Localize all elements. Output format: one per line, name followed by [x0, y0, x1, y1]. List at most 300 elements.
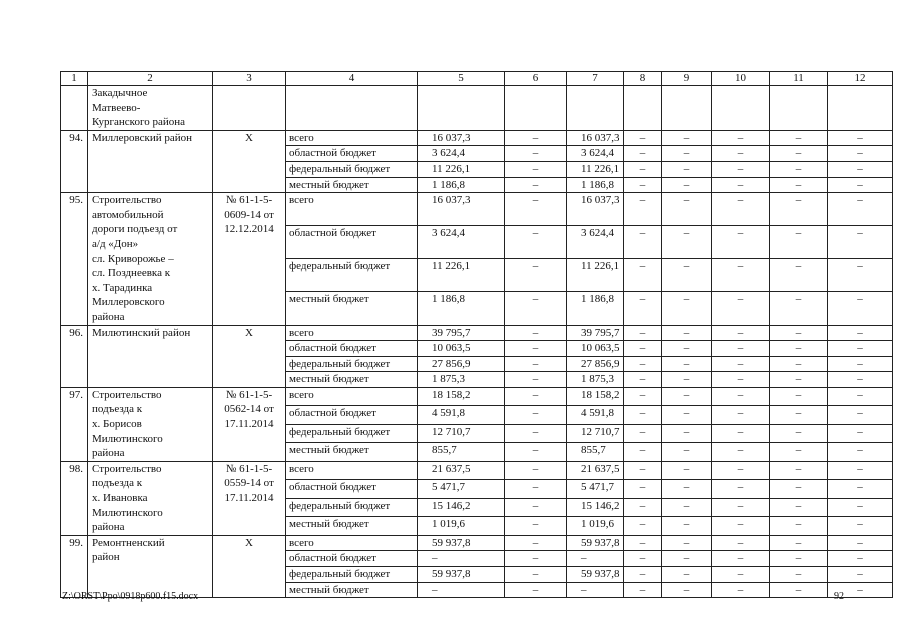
object-name-cell — [88, 86, 213, 131]
value-cell-col-8: – — [624, 535, 662, 551]
budget-label: федеральный бюджет — [286, 424, 418, 442]
value-cell — [624, 86, 662, 131]
value-cell — [418, 86, 505, 131]
value-cell-col-6: – — [505, 406, 567, 424]
value-cell-col-8: – — [624, 582, 662, 598]
value-cell-col-7: – — [567, 582, 624, 598]
value-cell-col-9: – — [662, 582, 712, 598]
budget-label: областной бюджет — [286, 406, 418, 424]
value-cell — [662, 86, 712, 131]
value-cell-col-11: – — [770, 325, 828, 341]
value-cell-col-8: – — [624, 443, 662, 462]
page-number: 92 — [834, 591, 844, 602]
value-cell-col-8: – — [624, 424, 662, 442]
value-cell-col-8: – — [624, 161, 662, 177]
value-cell-col-9: – — [662, 325, 712, 341]
value-cell-col-9: – — [662, 161, 712, 177]
budget-label: областной бюджет — [286, 341, 418, 357]
value-cell-col-10: – — [712, 161, 770, 177]
document-line: № 61-1-5- — [225, 194, 273, 207]
value-cell-col-12: – — [828, 356, 893, 372]
value-cell-col-11: – — [770, 551, 828, 567]
column-header: 7 — [567, 72, 624, 86]
row-number: 95. — [61, 193, 88, 325]
value-cell-col-8: – — [624, 461, 662, 479]
budget-label: местный бюджет — [286, 517, 418, 536]
value-cell-col-12: – — [828, 535, 893, 551]
value-cell-col-6: – — [505, 517, 567, 536]
column-header: 3 — [213, 72, 286, 86]
object-name-line: Матвеево- — [92, 101, 141, 114]
value-cell-col-6: – — [505, 325, 567, 341]
value-cell-col-10: – — [712, 146, 770, 162]
value-cell-col-7: 21 637,5 — [567, 461, 624, 479]
value-cell-col-8: – — [624, 177, 662, 193]
value-cell-col-10: – — [712, 443, 770, 462]
budget-label: местный бюджет — [286, 582, 418, 598]
column-header: 1 — [61, 72, 88, 86]
value-cell-col-9: – — [662, 443, 712, 462]
value-cell-col-8: – — [624, 480, 662, 498]
column-header: 5 — [418, 72, 505, 86]
value-cell-col-12: – — [828, 551, 893, 567]
value-cell-col-9: – — [662, 498, 712, 516]
value-cell-col-6: – — [505, 424, 567, 442]
value-cell-col-7: 3 624,4 — [567, 226, 624, 259]
value-cell-col-10: – — [712, 480, 770, 498]
value-cell-col-11: – — [770, 372, 828, 388]
object-name-line: Ремонтненский — [92, 536, 165, 549]
object-name-cell — [88, 130, 213, 192]
value-cell-col-9: – — [662, 424, 712, 442]
value-cell-col-8: – — [624, 498, 662, 516]
document-cell — [213, 193, 286, 325]
value-cell-col-5: 11 226,1 — [418, 161, 505, 177]
value-cell-col-6: – — [505, 356, 567, 372]
table-row — [61, 193, 893, 226]
value-cell-col-11: – — [770, 406, 828, 424]
object-name-line: Милютинского — [92, 506, 163, 519]
value-cell-col-7: 39 795,7 — [567, 325, 624, 341]
object-name-line: Милютинский район — [92, 326, 191, 339]
row-number-cell — [61, 86, 88, 131]
value-cell-col-12: – — [828, 517, 893, 536]
value-cell-col-9: – — [662, 193, 712, 226]
object-name-line: х. Борисов — [92, 418, 142, 431]
continued-row — [61, 86, 893, 131]
budget-label-cell — [286, 86, 418, 131]
object-name-line: дороги подъезд от — [92, 223, 178, 236]
table-row — [61, 387, 893, 405]
row-number: 98. — [61, 461, 88, 535]
value-cell-col-8: – — [624, 325, 662, 341]
value-cell-col-6: – — [505, 567, 567, 583]
value-cell-col-10: – — [712, 292, 770, 325]
value-cell-col-5: 59 937,8 — [418, 535, 505, 551]
value-cell-col-12: – — [828, 161, 893, 177]
value-cell-col-7: 12 710,7 — [567, 424, 624, 442]
value-cell-col-11: – — [770, 259, 828, 292]
value-cell-col-11: – — [770, 193, 828, 226]
document-line: 0559-14 от — [224, 477, 274, 490]
object-name-line: Милютинского — [92, 432, 163, 445]
value-cell-col-6: – — [505, 193, 567, 226]
row-number: 97. — [61, 387, 88, 461]
value-cell-col-9: – — [662, 226, 712, 259]
value-cell-col-9: – — [662, 406, 712, 424]
object-name-cell — [88, 461, 213, 535]
value-cell-col-8: – — [624, 551, 662, 567]
value-cell-col-9: – — [662, 177, 712, 193]
value-cell-col-5: 11 226,1 — [418, 259, 505, 292]
budget-label: областной бюджет — [286, 226, 418, 259]
value-cell-col-7: 1 875,3 — [567, 372, 624, 388]
value-cell-col-11: – — [770, 387, 828, 405]
value-cell-col-9: – — [662, 341, 712, 357]
budget-label: федеральный бюджет — [286, 259, 418, 292]
value-cell-col-12: – — [828, 226, 893, 259]
header-row — [61, 72, 893, 86]
value-cell-col-11: – — [770, 226, 828, 259]
value-cell-col-7: 3 624,4 — [567, 146, 624, 162]
column-header: 6 — [505, 72, 567, 86]
value-cell-col-10: – — [712, 372, 770, 388]
budget-label: всего — [286, 535, 418, 551]
value-cell-col-7: 1 186,8 — [567, 177, 624, 193]
table-body — [61, 86, 893, 598]
value-cell-col-9: – — [662, 551, 712, 567]
value-cell-col-5: 1 186,8 — [418, 292, 505, 325]
table-row — [61, 325, 893, 341]
value-cell-col-12: – — [828, 372, 893, 388]
value-cell-col-10: – — [712, 193, 770, 226]
value-cell-col-12: – — [828, 177, 893, 193]
value-cell-col-6: – — [505, 177, 567, 193]
object-name-line: Курганского района — [92, 116, 185, 129]
document-line: 17.11.2014 — [224, 418, 274, 431]
object-name-line: Миллеровский район — [92, 131, 193, 144]
value-cell-col-10: – — [712, 424, 770, 442]
document-line: № 61-1-5- — [225, 462, 273, 475]
object-name-line: подъезда к — [92, 403, 143, 416]
value-cell-col-12: – — [828, 582, 893, 598]
value-cell-col-5: 18 158,2 — [418, 387, 505, 405]
object-name-line: района — [92, 310, 125, 323]
value-cell-col-9: – — [662, 480, 712, 498]
value-cell-col-6: – — [505, 372, 567, 388]
value-cell-col-9: – — [662, 130, 712, 146]
value-cell-col-8: – — [624, 292, 662, 325]
value-cell — [505, 86, 567, 131]
value-cell-col-10: – — [712, 517, 770, 536]
value-cell-col-9: – — [662, 567, 712, 583]
document-cell — [213, 325, 286, 387]
budget-label: областной бюджет — [286, 146, 418, 162]
value-cell-col-10: – — [712, 567, 770, 583]
value-cell — [712, 86, 770, 131]
value-cell-col-9: – — [662, 387, 712, 405]
object-name-line: Строительство — [92, 388, 162, 401]
column-header: 10 — [712, 72, 770, 86]
document-cell — [213, 387, 286, 461]
value-cell-col-6: – — [505, 480, 567, 498]
document-line: № 61-1-5- — [225, 388, 273, 401]
value-cell-col-5: – — [418, 582, 505, 598]
value-cell-col-5: 16 037,3 — [418, 130, 505, 146]
value-cell-col-6: – — [505, 387, 567, 405]
row-number: 99. — [61, 535, 88, 597]
value-cell-col-8: – — [624, 406, 662, 424]
value-cell-col-6: – — [505, 292, 567, 325]
table-row — [61, 461, 893, 479]
value-cell-col-7: 10 063,5 — [567, 341, 624, 357]
value-cell-col-7: 5 471,7 — [567, 480, 624, 498]
document-line: Х — [245, 131, 253, 144]
value-cell-col-8: – — [624, 387, 662, 405]
object-name-line: Миллеровского — [92, 296, 165, 309]
value-cell-col-8: – — [624, 517, 662, 536]
budget-label: всего — [286, 130, 418, 146]
value-cell-col-8: – — [624, 372, 662, 388]
value-cell — [770, 86, 828, 131]
object-name-cell — [88, 387, 213, 461]
object-name-cell — [88, 325, 213, 387]
column-header: 12 — [828, 72, 893, 86]
value-cell-col-5: 12 710,7 — [418, 424, 505, 442]
value-cell-col-9: – — [662, 259, 712, 292]
value-cell-col-7: – — [567, 551, 624, 567]
value-cell-col-10: – — [712, 582, 770, 598]
value-cell-col-12: – — [828, 498, 893, 516]
value-cell-col-5: 10 063,5 — [418, 341, 505, 357]
value-cell-col-8: – — [624, 341, 662, 357]
budget-label: местный бюджет — [286, 177, 418, 193]
row-number: 96. — [61, 325, 88, 387]
value-cell-col-11: – — [770, 443, 828, 462]
document-line: 12.12.2014 — [224, 223, 274, 236]
value-cell-col-10: – — [712, 551, 770, 567]
value-cell-col-9: – — [662, 372, 712, 388]
value-cell-col-10: – — [712, 341, 770, 357]
value-cell-col-9: – — [662, 517, 712, 536]
object-name-line: х. Ивановка — [92, 492, 148, 505]
value-cell-col-8: – — [624, 226, 662, 259]
value-cell-col-12: – — [828, 193, 893, 226]
budget-label: федеральный бюджет — [286, 356, 418, 372]
column-header: 9 — [662, 72, 712, 86]
value-cell-col-10: – — [712, 130, 770, 146]
document-cell — [213, 86, 286, 131]
object-name-line: сл. Позднеевка к — [92, 267, 171, 280]
value-cell-col-6: – — [505, 161, 567, 177]
document-line: 0562-14 от — [224, 403, 274, 416]
value-cell-col-12: – — [828, 146, 893, 162]
budget-label: всего — [286, 193, 418, 226]
budget-label: местный бюджет — [286, 443, 418, 462]
object-name-line: Строительство — [92, 462, 162, 475]
value-cell-col-7: 16 037,3 — [567, 130, 624, 146]
value-cell-col-5: 59 937,8 — [418, 567, 505, 583]
budget-label: всего — [286, 387, 418, 405]
object-name-line: автомобильной — [92, 208, 164, 221]
budget-label: областной бюджет — [286, 480, 418, 498]
value-cell-col-5: 1 875,3 — [418, 372, 505, 388]
column-header: 2 — [88, 72, 213, 86]
value-cell-col-11: – — [770, 424, 828, 442]
column-header: 4 — [286, 72, 418, 86]
value-cell-col-11: – — [770, 517, 828, 536]
value-cell-col-5: 16 037,3 — [418, 193, 505, 226]
object-name-line: района — [92, 521, 125, 534]
column-header: 8 — [624, 72, 662, 86]
value-cell-col-9: – — [662, 461, 712, 479]
value-cell-col-5: 39 795,7 — [418, 325, 505, 341]
value-cell-col-10: – — [712, 498, 770, 516]
value-cell-col-12: – — [828, 292, 893, 325]
document-cell — [213, 461, 286, 535]
value-cell-col-9: – — [662, 535, 712, 551]
budget-label: федеральный бюджет — [286, 161, 418, 177]
value-cell-col-12: – — [828, 325, 893, 341]
value-cell-col-7: 1 019,6 — [567, 517, 624, 536]
value-cell-col-8: – — [624, 193, 662, 226]
value-cell-col-12: – — [828, 406, 893, 424]
value-cell-col-10: – — [712, 325, 770, 341]
value-cell-col-10: – — [712, 226, 770, 259]
value-cell-col-8: – — [624, 130, 662, 146]
budget-label: всего — [286, 461, 418, 479]
document-cell — [213, 130, 286, 192]
value-cell-col-10: – — [712, 259, 770, 292]
object-name-line: х. Тарадинка — [92, 281, 153, 294]
row-number: 94. — [61, 130, 88, 192]
value-cell-col-7: 59 937,8 — [567, 535, 624, 551]
value-cell-col-7: 18 158,2 — [567, 387, 624, 405]
value-cell-col-10: – — [712, 535, 770, 551]
column-header: 11 — [770, 72, 828, 86]
value-cell-col-12: – — [828, 387, 893, 405]
value-cell-col-11: – — [770, 292, 828, 325]
object-name-line: района — [92, 447, 125, 460]
value-cell — [828, 86, 893, 131]
object-name-line: район — [92, 551, 120, 564]
value-cell-col-5: 5 471,7 — [418, 480, 505, 498]
value-cell-col-10: – — [712, 356, 770, 372]
value-cell-col-12: – — [828, 424, 893, 442]
value-cell-col-9: – — [662, 356, 712, 372]
value-cell-col-5: 4 591,8 — [418, 406, 505, 424]
value-cell-col-12: – — [828, 443, 893, 462]
value-cell-col-6: – — [505, 461, 567, 479]
value-cell-col-6: – — [505, 226, 567, 259]
value-cell-col-11: – — [770, 480, 828, 498]
object-name-cell — [88, 535, 213, 597]
value-cell-col-12: – — [828, 567, 893, 583]
budget-label: местный бюджет — [286, 292, 418, 325]
value-cell-col-10: – — [712, 177, 770, 193]
value-cell — [567, 86, 624, 131]
value-cell-col-5: 21 637,5 — [418, 461, 505, 479]
object-name-line: а/д «Дон» — [92, 237, 139, 250]
document-cell — [213, 535, 286, 597]
value-cell-col-6: – — [505, 582, 567, 598]
value-cell-col-5: 27 856,9 — [418, 356, 505, 372]
value-cell-col-7: 27 856,9 — [567, 356, 624, 372]
value-cell-col-5: 855,7 — [418, 443, 505, 462]
value-cell-col-5: – — [418, 551, 505, 567]
value-cell-col-11: – — [770, 567, 828, 583]
budget-label: местный бюджет — [286, 372, 418, 388]
value-cell-col-5: 3 624,4 — [418, 146, 505, 162]
document-line: Х — [245, 326, 253, 339]
object-name-line: сл. Криворожье – — [92, 252, 174, 265]
value-cell-col-10: – — [712, 406, 770, 424]
value-cell-col-11: – — [770, 341, 828, 357]
value-cell-col-9: – — [662, 292, 712, 325]
value-cell-col-6: – — [505, 498, 567, 516]
value-cell-col-6: – — [505, 130, 567, 146]
value-cell-col-11: – — [770, 498, 828, 516]
value-cell-col-6: – — [505, 341, 567, 357]
budget-label: областной бюджет — [286, 551, 418, 567]
value-cell-col-7: 11 226,1 — [567, 259, 624, 292]
value-cell-col-12: – — [828, 341, 893, 357]
value-cell-col-6: – — [505, 443, 567, 462]
value-cell-col-11: – — [770, 130, 828, 146]
budget-label: федеральный бюджет — [286, 567, 418, 583]
value-cell-col-8: – — [624, 356, 662, 372]
value-cell-col-11: – — [770, 146, 828, 162]
value-cell-col-6: – — [505, 551, 567, 567]
object-name-line: Строительство — [92, 194, 162, 207]
value-cell-col-8: – — [624, 567, 662, 583]
value-cell-col-7: 16 037,3 — [567, 193, 624, 226]
budget-label: федеральный бюджет — [286, 498, 418, 516]
budget-table — [60, 71, 893, 598]
value-cell-col-7: 1 186,8 — [567, 292, 624, 325]
object-name-line: подъезда к — [92, 477, 143, 490]
value-cell-col-6: – — [505, 535, 567, 551]
value-cell-col-7: 11 226,1 — [567, 161, 624, 177]
value-cell-col-8: – — [624, 259, 662, 292]
value-cell-col-6: – — [505, 259, 567, 292]
value-cell-col-11: – — [770, 461, 828, 479]
value-cell-col-9: – — [662, 146, 712, 162]
table-row — [61, 535, 893, 551]
value-cell-col-12: – — [828, 130, 893, 146]
value-cell-col-6: – — [505, 146, 567, 162]
document-line: Х — [245, 536, 253, 549]
value-cell-col-7: 59 937,8 — [567, 567, 624, 583]
value-cell-col-7: 15 146,2 — [567, 498, 624, 516]
object-name-line: Закадычное — [92, 87, 148, 99]
value-cell-col-5: 1 019,6 — [418, 517, 505, 536]
budget-label: всего — [286, 325, 418, 341]
document-line: 0609-14 от — [224, 208, 274, 221]
value-cell-col-11: – — [770, 177, 828, 193]
value-cell-col-11: – — [770, 582, 828, 598]
value-cell-col-7: 4 591,8 — [567, 406, 624, 424]
value-cell-col-12: – — [828, 461, 893, 479]
value-cell-col-5: 1 186,8 — [418, 177, 505, 193]
table-row — [61, 130, 893, 146]
value-cell-col-11: – — [770, 535, 828, 551]
object-name-cell — [88, 193, 213, 325]
value-cell-col-5: 15 146,2 — [418, 498, 505, 516]
value-cell-col-11: – — [770, 356, 828, 372]
document-line: 17.11.2014 — [224, 492, 274, 505]
footer-file-path: Z:\ORST\Ppo\0918p600.f15.docx — [62, 591, 199, 602]
